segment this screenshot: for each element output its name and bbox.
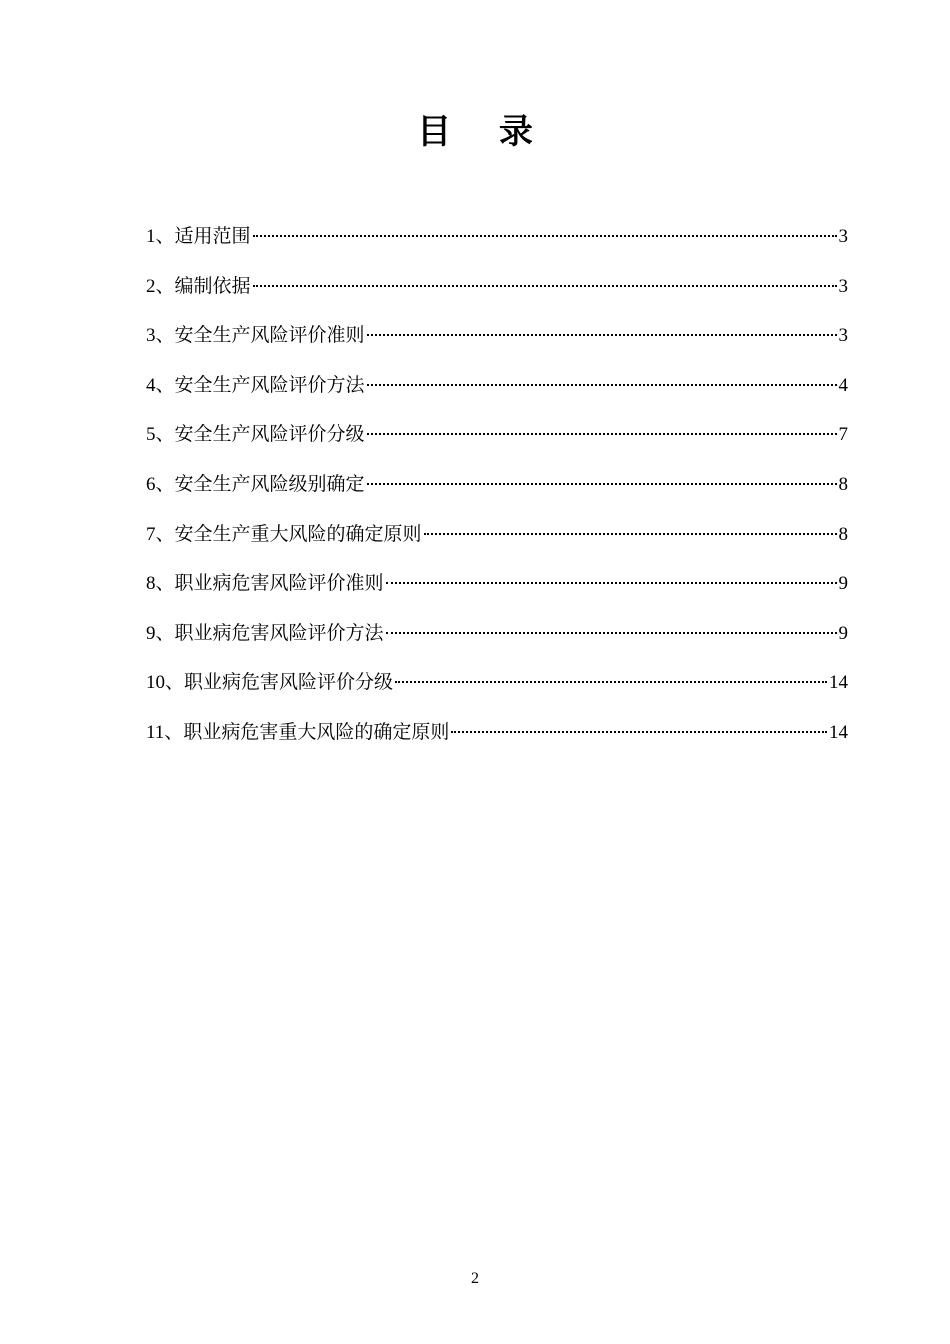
toc-entry-separator: 、: [165, 671, 185, 694]
toc-entry-page: 7: [838, 424, 848, 446]
toc-entry[interactable]: [146, 617, 848, 667]
toc-dot-leader: [367, 333, 837, 336]
toc-entry-page: 3: [838, 325, 848, 347]
toc-entry-title: 安全生产风险评价方法: [174, 373, 365, 396]
toc-dot-leader: [367, 432, 837, 435]
toc-entry-number: 10: [146, 672, 165, 694]
toc-entry[interactable]: [146, 716, 848, 766]
toc-entry[interactable]: [146, 319, 848, 369]
toc-entry[interactable]: [146, 468, 848, 518]
toc-entry-title: 安全生产风险评价分级: [174, 423, 365, 446]
toc-entry-number: 11: [146, 721, 165, 743]
toc-entry-number: 1: [146, 226, 156, 247]
toc-entry-number: 3: [146, 325, 156, 347]
toc-dot-leader: [395, 680, 827, 683]
toc-entry-separator: 、: [155, 225, 175, 247]
toc-entry-number: 9: [146, 622, 156, 644]
toc-dot-leader: [367, 482, 837, 485]
toc-dot-leader: [253, 234, 837, 237]
toc-entry-number: 6: [146, 473, 156, 495]
toc-entry-separator: 、: [155, 621, 175, 644]
toc-entry-separator: 、: [164, 720, 184, 743]
toc-dot-leader: [424, 532, 837, 535]
toc-entry-title: 职业病危害风险评价准则: [174, 572, 384, 595]
toc-entry[interactable]: [146, 418, 848, 468]
toc-entry-separator: 、: [155, 274, 175, 297]
toc-entry-title: 安全生产重大风险的确定原则: [174, 522, 422, 545]
toc-entry-page: 8: [838, 473, 848, 495]
toc-entry-number: 5: [146, 424, 156, 446]
toc-entry-page: 3: [838, 275, 848, 297]
table-of-contents: [146, 220, 848, 766]
toc-entry-title: 适用范围: [174, 225, 251, 247]
page-number: 2: [471, 1270, 479, 1287]
toc-entry[interactable]: [146, 270, 848, 320]
toc-dot-leader: [253, 284, 837, 287]
toc-entry-page: 9: [838, 622, 848, 644]
toc-entry-page: 8: [838, 523, 848, 545]
toc-entry-separator: 、: [155, 423, 175, 446]
toc-entry-title: 职业病危害风险评价方法: [174, 621, 384, 644]
toc-entry-title: 职业病危害重大风险的确定原则: [183, 720, 450, 743]
toc-entry-page: 3: [838, 226, 848, 247]
toc-entry[interactable]: [146, 567, 848, 617]
toc-entry-number: 8: [146, 573, 156, 595]
toc-entry-title: 编制依据: [174, 274, 251, 297]
toc-entry-title: 职业病危害风险评价分级: [184, 671, 394, 694]
toc-entry-page: 14: [829, 672, 848, 694]
toc-entry-page: 4: [838, 374, 848, 396]
page-title: 目 录: [417, 112, 551, 152]
toc-entry-title: 安全生产风险级别确定: [174, 472, 365, 495]
toc-entry-page: 9: [838, 573, 848, 595]
toc-dot-leader: [386, 631, 837, 634]
toc-entry-page: 14: [829, 721, 848, 743]
toc-entry-separator: 、: [155, 373, 175, 396]
toc-entry[interactable]: [146, 369, 848, 419]
toc-entry-separator: 、: [155, 324, 175, 347]
toc-entry[interactable]: [146, 666, 848, 716]
toc-entry[interactable]: [146, 518, 848, 568]
toc-entry-number: 2: [146, 275, 156, 297]
toc-entry-title: 安全生产风险评价准则: [174, 324, 365, 347]
toc-entry-separator: 、: [155, 522, 175, 545]
toc-entry-number: 4: [146, 374, 156, 396]
toc-dot-leader: [367, 383, 837, 386]
toc-entry-separator: 、: [155, 572, 175, 595]
toc-entry-separator: 、: [155, 472, 175, 495]
toc-entry[interactable]: [146, 220, 848, 270]
toc-dot-leader: [451, 730, 827, 733]
toc-entry-number: 7: [146, 523, 156, 545]
toc-dot-leader: [386, 581, 837, 584]
